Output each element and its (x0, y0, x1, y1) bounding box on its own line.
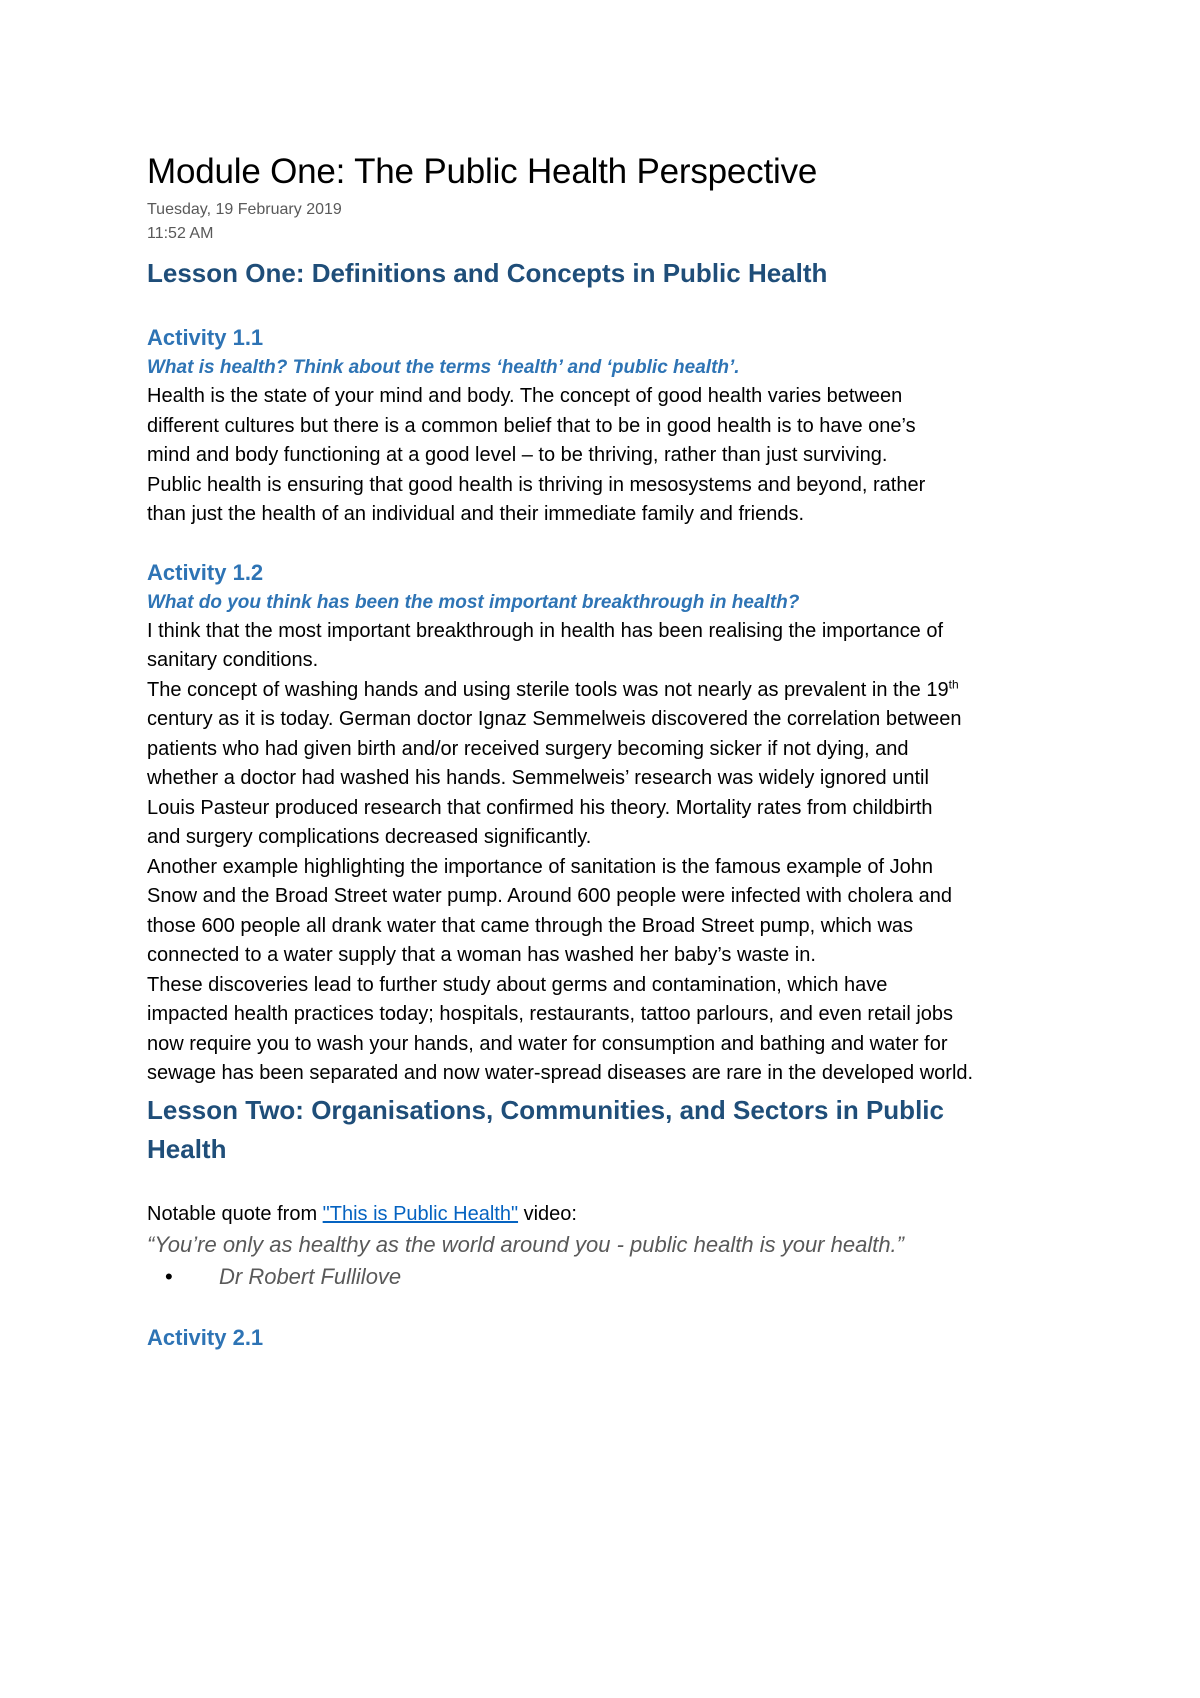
activity-1-2-line: Snow and the Broad Street water pump. Around 600 people were infected with cholera and (147, 885, 952, 907)
lesson-two-heading-line: Health (147, 1133, 227, 1164)
activity-1-2-line: century as it is today. German doctor Ignaz Semmelweis discovered the correlation between (147, 708, 962, 730)
quote-text: “You’re only as healthy as the world around you - public health is your health.” (147, 1231, 904, 1257)
activity-1-1 (147, 323, 1077, 530)
activity-1-2-line: whether a doctor had washed his hands. Semmelweis’ research was widely ignored until (147, 767, 929, 789)
activity-1-2-line: sanitary conditions. (147, 649, 319, 671)
activity-1-1-line: mind and body functioning at a good level – to be thriving, rather than just surviving. (147, 444, 888, 466)
spacer (147, 293, 1077, 323)
activity-1-2-line: sewage has been separated and now water-spread diseases are rare in the developed world. (147, 1062, 974, 1084)
line-text: The concept of washing hands and using sterile tools was not nearly as prevalent in the 19 (147, 678, 949, 701)
lesson-two-heading-line: Lesson Two: Organisations, Communities, and Sectors in Public (147, 1094, 944, 1125)
quote-intro-suffix: video: (518, 1202, 577, 1225)
activity-1-2-line: These discoveries lead to further study about germs and contamination, which have (147, 973, 888, 996)
spacer (147, 1293, 1077, 1323)
module-title: Module One: The Public Health Perspective (147, 152, 818, 191)
activity-1-1-line: Health is the state of your mind and body. The concept of good health varies between (147, 385, 903, 407)
activity-1-2-line: those 600 people all drank water that came through the Broad Street pump, which was (147, 914, 914, 937)
activity-1-1-question: What is health? Think about the terms ‘health’ and ‘public health’. (147, 357, 740, 378)
attribution-name: Dr Robert Fullilove (219, 1263, 402, 1289)
bullet-icon: • (165, 1263, 173, 1289)
activity-1-2-line: connected to a water supply that a woman has washed her baby’s waste in. (147, 944, 816, 966)
activity-1-2-line: patients who had given birth and/or received surgery becoming sicker if not dying, and (147, 737, 909, 760)
activity-1-2-line: Louis Pasteur produced research that confirmed his theory. Mortality rates from childbirth (147, 796, 933, 819)
activity-1-2-line (147, 676, 1077, 706)
video-link[interactable]: "This is Public Health" (322, 1202, 519, 1225)
activity-1-2-line: impacted health practices today; hospitals, restaurants, tattoo parlours, and even retail jobs (147, 1003, 954, 1025)
activity-1-1-line: different cultures but there is a common belief that to be in good health is to have one’s (147, 414, 916, 437)
activity-1-2-line: Another example highlighting the importance of sanitation is the famous example of John (147, 855, 934, 878)
lesson-one-heading: Lesson One: Definitions and Concepts in Public Health (147, 258, 828, 288)
document-page (147, 150, 1077, 1353)
quote-attribution (147, 1261, 1077, 1293)
spacer (147, 1169, 1077, 1199)
quote-intro (147, 1199, 1077, 1229)
quote-intro-prefix: Notable quote from (147, 1202, 323, 1225)
activity-1-1-line: than just the health of an individual and their immediate family and friends. (147, 503, 805, 525)
activity-1-2-heading: Activity 1.2 (147, 559, 264, 585)
activity-1-1-line: Public health is ensuring that good health is thriving in mesosystems and beyond, rather (147, 473, 926, 496)
activity-1-2 (147, 558, 1077, 1089)
activity-1-2-question: What do you think has been the most important breakthrough in health? (147, 591, 800, 613)
superscript: th (948, 676, 959, 691)
spacer (147, 530, 1077, 558)
page-date: Tuesday, 19 February 2019 (147, 201, 342, 218)
page-time: 11:52 AM (147, 225, 214, 242)
activity-2-1-heading: Activity 2.1 (147, 1324, 264, 1350)
lesson-two-heading (147, 1091, 1077, 1169)
activity-1-2-line: and surgery complications decreased significantly. (147, 826, 592, 848)
activity-1-2-line: I think that the most important breakthrough in health has been realising the importance of (147, 619, 944, 642)
activity-1-1-heading: Activity 1.1 (147, 325, 264, 350)
activity-1-2-line: now require you to wash your hands, and water for consumption and bathing and water for (147, 1032, 948, 1055)
